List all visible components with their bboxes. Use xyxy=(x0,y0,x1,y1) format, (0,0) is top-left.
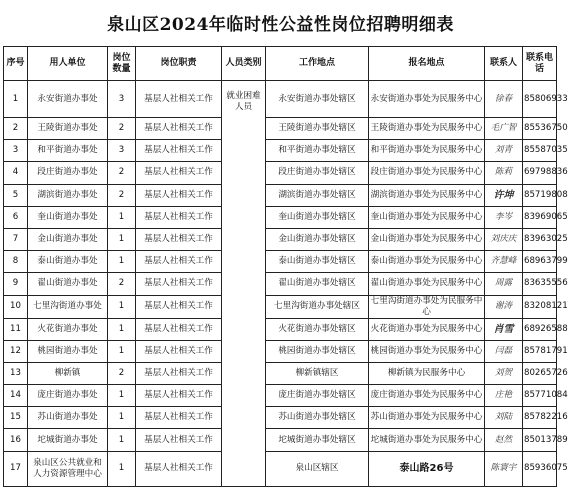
cell-unit: 泰山街道办事处 xyxy=(28,251,108,273)
cell-count: 3 xyxy=(108,140,136,162)
cell-count: 1 xyxy=(108,451,136,486)
cell-signup: 苏山街道办事处为民服务中心 xyxy=(369,407,485,429)
cell-place: 柳新镇辖区 xyxy=(266,362,369,384)
cell-duty: 基层人社相关工作 xyxy=(136,340,222,362)
cell-signup: 火花街道办事处为民服务中心 xyxy=(369,318,485,340)
cell-no: 6 xyxy=(4,206,28,228)
cell-no: 9 xyxy=(4,273,28,295)
cell-unit: 永安街道办事处 xyxy=(28,81,108,118)
cell-unit: 火花街道办事处 xyxy=(28,318,108,340)
cell-phone: 83969065 xyxy=(523,206,557,228)
cell-no: 12 xyxy=(4,340,28,362)
cell-no: 5 xyxy=(4,184,28,206)
cell-place: 奎山街道办事处辖区 xyxy=(266,206,369,228)
cell-phone: 85587035 xyxy=(523,140,557,162)
header-cell-duty: 岗位职责 xyxy=(136,47,222,81)
cell-place: 段庄街道办事处辖区 xyxy=(266,162,369,184)
cell-contact: 周露 xyxy=(485,273,523,295)
cell-unit: 七里沟街道办事处 xyxy=(28,295,108,318)
cell-duty: 基层人社相关工作 xyxy=(136,251,222,273)
cell-no: 7 xyxy=(4,228,28,250)
cell-place: 永安街道办事处辖区 xyxy=(266,81,369,118)
cell-phone: 85013789 xyxy=(523,429,557,451)
cell-phone: 85771084 xyxy=(523,385,557,407)
cell-duty: 基层人社相关工作 xyxy=(136,273,222,295)
cell-contact: 刘青 xyxy=(485,140,523,162)
cell-signup: 庞庄街道办事处为民服务中心 xyxy=(369,385,485,407)
cell-phone: 69798836 xyxy=(523,162,557,184)
cell-phone: 83635556 xyxy=(523,273,557,295)
cell-no: 15 xyxy=(4,407,28,429)
cell-signup: 桃园街道办事处为民服务中心 xyxy=(369,340,485,362)
header-cell-signup: 报名地点 xyxy=(369,47,485,81)
cell-contact: 许坤 xyxy=(485,184,523,206)
cell-no: 2 xyxy=(4,118,28,140)
cell-duty: 基层人社相关工作 xyxy=(136,362,222,384)
cell-unit: 湖滨街道办事处 xyxy=(28,184,108,206)
table-row xyxy=(4,162,557,184)
cell-duty: 基层人社相关工作 xyxy=(136,385,222,407)
header-cell-phone: 联系电话 xyxy=(523,47,557,81)
cell-unit: 柳新镇 xyxy=(28,362,108,384)
cell-count: 2 xyxy=(108,118,136,140)
cell-place: 和平街道办事处辖区 xyxy=(266,140,369,162)
cell-count: 2 xyxy=(108,273,136,295)
cell-contact: 刘贺 xyxy=(485,362,523,384)
cell-phone: 80265726 xyxy=(523,362,557,384)
cell-duty: 基层人社相关工作 xyxy=(136,429,222,451)
table-header-row xyxy=(4,47,557,81)
cell-count: 1 xyxy=(108,340,136,362)
cell-contact: 庄艳 xyxy=(485,385,523,407)
cell-contact: 徐春 xyxy=(485,81,523,118)
cell-duty: 基层人社相关工作 xyxy=(136,162,222,184)
cell-duty: 基层人社相关工作 xyxy=(136,118,222,140)
page-title: 泉山区2024年临时性公益性岗位招聘明细表 xyxy=(107,15,454,35)
cell-no: 1 xyxy=(4,81,28,118)
cell-no: 8 xyxy=(4,251,28,273)
cell-duty: 基层人社相关工作 xyxy=(136,407,222,429)
cell-signup: 泰山路26号 xyxy=(369,451,485,486)
cell-place: 坨城街道办事处辖区 xyxy=(266,429,369,451)
cell-place: 泉山区辖区 xyxy=(266,451,369,486)
cell-contact: 刘陆 xyxy=(485,407,523,429)
table-row xyxy=(4,273,557,295)
cell-contact: 闫磊 xyxy=(485,340,523,362)
cell-place: 泰山街道办事处辖区 xyxy=(266,251,369,273)
cell-no: 11 xyxy=(4,318,28,340)
cell-place: 七里沟街道办事处辖区 xyxy=(266,295,369,318)
table-row xyxy=(4,118,557,140)
table-row xyxy=(4,340,557,362)
cell-unit: 王陵街道办事处 xyxy=(28,118,108,140)
cell-phone: 85936075 xyxy=(523,451,557,486)
cell-signup: 段庄街道办事处为民服务中心 xyxy=(369,162,485,184)
cell-count: 1 xyxy=(108,429,136,451)
table-row xyxy=(4,184,557,206)
cell-count: 1 xyxy=(108,318,136,340)
cell-unit: 翟山街道办事处 xyxy=(28,273,108,295)
cell-signup: 奎山街道办事处为民服务中心 xyxy=(369,206,485,228)
cell-count: 2 xyxy=(108,362,136,384)
cell-place: 桃园街道办事处辖区 xyxy=(266,340,369,362)
cell-count: 1 xyxy=(108,385,136,407)
cell-count: 1 xyxy=(108,295,136,318)
cell-phone: 83208121 xyxy=(523,295,557,318)
table-row xyxy=(4,318,557,340)
cell-no: 17 xyxy=(4,451,28,486)
cell-duty: 基层人社相关工作 xyxy=(136,206,222,228)
cell-phone: 68963799 xyxy=(523,251,557,273)
cell-duty: 基层人社相关工作 xyxy=(136,295,222,318)
cell-phone: 85536750 xyxy=(523,118,557,140)
cell-unit: 段庄街道办事处 xyxy=(28,162,108,184)
cell-phone: 85806933 xyxy=(523,81,557,118)
cell-contact: 肖雪 xyxy=(485,318,523,340)
table-row xyxy=(4,429,557,451)
recruitment-table xyxy=(3,46,568,487)
cell-no: 13 xyxy=(4,362,28,384)
table-body xyxy=(4,81,568,487)
cell-place: 苏山街道办事处辖区 xyxy=(266,407,369,429)
table-row xyxy=(4,362,557,384)
cell-contact: 陈莉 xyxy=(485,162,523,184)
cell-count: 1 xyxy=(108,251,136,273)
cell-place: 湖滨街道办事处辖区 xyxy=(266,184,369,206)
cell-no: 14 xyxy=(4,385,28,407)
cell-unit: 金山街道办事处 xyxy=(28,228,108,250)
cell-place: 王陵街道办事处辖区 xyxy=(266,118,369,140)
cell-signup: 湖滨街道办事处为民服务中心 xyxy=(369,184,485,206)
cell-count: 2 xyxy=(108,184,136,206)
cell-signup: 王陵街道办事处为民服务中心 xyxy=(369,118,485,140)
header-cell-category: 人员类别 xyxy=(222,47,266,81)
cell-unit: 泉山区公共就业和人力资源管理中心 xyxy=(28,451,108,486)
cell-contact: 齐慧峰 xyxy=(485,251,523,273)
cell-contact: 赵然 xyxy=(485,429,523,451)
cell-contact: 陈寰宇 xyxy=(485,451,523,486)
cell-count: 2 xyxy=(108,162,136,184)
cell-unit: 桃园街道办事处 xyxy=(28,340,108,362)
table-row xyxy=(4,140,557,162)
cell-place: 金山街道办事处辖区 xyxy=(266,228,369,250)
cell-contact: 李岑 xyxy=(485,206,523,228)
table-row xyxy=(4,295,557,318)
header-cell-unit: 用人单位 xyxy=(28,47,108,81)
cell-count: 3 xyxy=(108,81,136,118)
cell-unit: 庞庄街道办事处 xyxy=(28,385,108,407)
cell-signup: 翟山街道办事处为民服务中心 xyxy=(369,273,485,295)
table-row xyxy=(4,451,557,486)
table-row xyxy=(4,407,557,429)
cell-place: 火花街道办事处辖区 xyxy=(266,318,369,340)
header-cell-contact: 联系人 xyxy=(485,47,523,81)
cell-duty: 基层人社相关工作 xyxy=(136,451,222,486)
cell-unit: 和平街道办事处 xyxy=(28,140,108,162)
cell-signup: 和平街道办事处为民服务中心 xyxy=(369,140,485,162)
cell-duty: 基层人社相关工作 xyxy=(136,184,222,206)
cell-signup: 柳新镇为民服务中心 xyxy=(369,362,485,384)
cell-place: 庞庄街道办事处辖区 xyxy=(266,385,369,407)
cell-no: 16 xyxy=(4,429,28,451)
cell-no: 3 xyxy=(4,140,28,162)
table-row xyxy=(4,206,557,228)
cell-duty: 基层人社相关工作 xyxy=(136,81,222,118)
cell-unit: 奎山街道办事处 xyxy=(28,206,108,228)
cell-signup: 泰山街道办事处为民服务中心 xyxy=(369,251,485,273)
cell-duty: 基层人社相关工作 xyxy=(136,140,222,162)
cell-unit: 坨城街道办事处 xyxy=(28,429,108,451)
cell-signup: 永安街道办事处为民服务中心 xyxy=(369,81,485,118)
cell-unit: 苏山街道办事处 xyxy=(28,407,108,429)
table-row xyxy=(4,81,557,118)
cell-count: 1 xyxy=(108,206,136,228)
cell-contact: 毛广智 xyxy=(485,118,523,140)
cell-phone: 85781791 xyxy=(523,340,557,362)
cell-duty: 基层人社相关工作 xyxy=(136,318,222,340)
cell-count: 1 xyxy=(108,228,136,250)
header-cell-count: 岗位数量 xyxy=(108,47,136,81)
cell-category: 就业困难人员 xyxy=(222,81,266,487)
cell-phone: 83963025 xyxy=(523,228,557,250)
header-cell-no: 序号 xyxy=(4,47,28,81)
cell-signup: 坨城街道办事处为民服务中心 xyxy=(369,429,485,451)
cell-place: 翟山街道办事处辖区 xyxy=(266,273,369,295)
table-row xyxy=(4,385,557,407)
cell-no: 10 xyxy=(4,295,28,318)
cell-contact: 谢涛 xyxy=(485,295,523,318)
cell-phone: 85782216 xyxy=(523,407,557,429)
cell-phone: 85719808 xyxy=(523,184,557,206)
table-row xyxy=(4,251,557,273)
cell-no: 4 xyxy=(4,162,28,184)
cell-duty: 基层人社相关工作 xyxy=(136,228,222,250)
cell-phone: 68926588 xyxy=(523,318,557,340)
cell-signup: 金山街道办事处为民服务中心 xyxy=(369,228,485,250)
cell-signup: 七里沟街道办事处为民服务中心 xyxy=(369,295,485,318)
header-cell-place: 工作地点 xyxy=(266,47,369,81)
table-row xyxy=(4,228,557,250)
cell-count: 1 xyxy=(108,407,136,429)
cell-contact: 刘庆庆 xyxy=(485,228,523,250)
